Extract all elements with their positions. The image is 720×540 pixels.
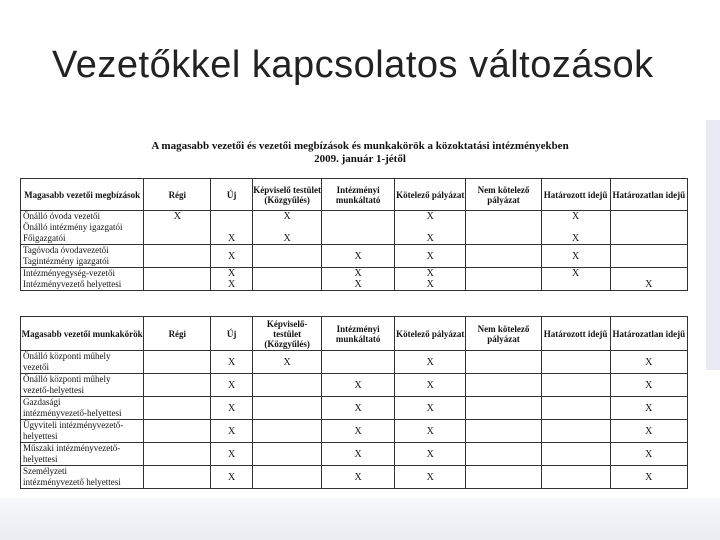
cell-uj: X — [211, 397, 253, 420]
cell-kotelezo: X — [395, 374, 466, 397]
cell-nem-kotelezo — [466, 443, 541, 466]
scanned-document — [14, 116, 706, 488]
cell-hatarozott — [541, 374, 610, 397]
cell-hatarozott — [541, 211, 610, 245]
cell-regi — [144, 420, 211, 443]
cell-kepviselo — [253, 466, 322, 489]
cell-kepviselo — [253, 211, 322, 245]
cell-nem-kotelezo — [466, 420, 541, 443]
row-label-line: Személyzeti — [23, 466, 67, 476]
cell-kotelezo — [395, 211, 466, 245]
cell-regi — [144, 245, 211, 268]
header-cell: Új — [211, 179, 253, 211]
mark: X — [426, 211, 434, 222]
cell-munkaltato: X — [322, 420, 395, 443]
header-cell: Kötelező pályázat — [395, 179, 466, 211]
cell-kepviselo — [253, 420, 322, 443]
cell-regi — [144, 374, 211, 397]
mark: X — [228, 233, 236, 244]
row-label-line: Önálló óvoda vezetői — [23, 211, 100, 221]
cell-uj — [211, 211, 253, 245]
cell-munkaltato: X — [322, 397, 395, 420]
table-row — [21, 397, 688, 420]
background-footer-band — [0, 498, 720, 540]
cell-munkaltato — [322, 351, 395, 374]
row-label-line: Intézményvezető helyettesi — [23, 279, 122, 289]
header-cell: Nem kötelező pályázat — [466, 317, 541, 351]
cell-hatarozatlan — [610, 268, 687, 291]
row-label-line: Tagóvoda óvodavezetői — [23, 245, 109, 255]
cell-hatarozott — [541, 397, 610, 420]
cell-uj: X — [211, 245, 253, 268]
mark: X — [354, 279, 362, 290]
mark — [144, 233, 210, 244]
mark: X — [173, 211, 181, 222]
header-cell: Határozott idejű — [541, 179, 610, 211]
mark — [211, 222, 252, 233]
mark: X — [426, 233, 434, 244]
row-label-line: helyettesi — [23, 431, 58, 441]
row-label — [21, 211, 144, 245]
cell-kepviselo — [253, 397, 322, 420]
slide-title: Vezetőkkel kapcsolatos változások — [52, 44, 654, 86]
row-label-line: Ügyviteli intézményvezető- — [23, 420, 124, 430]
cell-nem-kotelezo — [466, 211, 541, 245]
cell-munkaltato: X — [322, 466, 395, 489]
table-row — [21, 374, 688, 397]
cell-kepviselo — [253, 443, 322, 466]
row-label-line: Önálló központi műhely — [23, 374, 111, 384]
mark — [322, 211, 394, 222]
mark: X — [354, 268, 362, 279]
header-cell: Nem kötelező pályázat — [466, 179, 541, 211]
cell-munkaltato: X — [322, 374, 395, 397]
mark — [144, 222, 210, 233]
row-label-line: Önálló intézmény igazgatói — [23, 222, 123, 232]
row-label — [21, 466, 144, 489]
header-cell: Képviselő-testület (Közgyűlés) — [253, 317, 322, 351]
cell-uj: X — [211, 420, 253, 443]
row-label — [21, 245, 144, 268]
mark: X — [228, 279, 236, 290]
cell-regi — [144, 211, 211, 245]
cell-kepviselo: X — [253, 351, 322, 374]
cell-kepviselo — [253, 374, 322, 397]
cell-hatarozatlan — [610, 245, 687, 268]
row-label-line: vezetői — [23, 362, 49, 372]
cell-nem-kotelezo — [466, 397, 541, 420]
table-munkakorok — [20, 316, 688, 489]
table-row — [21, 443, 688, 466]
cell-hatarozott — [541, 351, 610, 374]
cell-kotelezo: X — [395, 397, 466, 420]
cell-hatarozott — [541, 466, 610, 489]
cell-hatarozott — [541, 420, 610, 443]
cell-kotelezo: X — [395, 443, 466, 466]
mark: X — [283, 211, 291, 222]
cell-uj: X — [211, 374, 253, 397]
header-cell: Határozatlan idejű — [610, 317, 687, 351]
row-label — [21, 268, 144, 291]
row-label — [21, 443, 144, 466]
header-cell: Régi — [144, 317, 211, 351]
mark: X — [228, 268, 236, 279]
cell-kepviselo — [253, 268, 322, 291]
table-row — [21, 245, 688, 268]
row-label-line: intézményvezető-helyettesi — [23, 408, 122, 418]
cell-kotelezo — [395, 268, 466, 291]
row-label — [21, 397, 144, 420]
cell-hatarozatlan: X — [610, 443, 687, 466]
row-label-line: vezető-helyettesi — [23, 385, 84, 395]
cell-hatarozatlan: X — [610, 351, 687, 374]
row-label-line: helyettesi — [23, 454, 58, 464]
header-cell: Kötelező pályázat — [395, 317, 466, 351]
header-cell: Határozatlan idejű — [610, 179, 687, 211]
cell-munkaltato — [322, 211, 395, 245]
row-label — [21, 374, 144, 397]
row-label-line: Műszaki intézményvezető- — [23, 443, 121, 453]
cell-regi — [144, 397, 211, 420]
row-label — [21, 420, 144, 443]
header-cell: Magasabb vezetői munkakörök — [21, 317, 144, 351]
header-cell: Régi — [144, 179, 211, 211]
cell-kotelezo: X — [395, 420, 466, 443]
cell-hatarozatlan: X — [610, 397, 687, 420]
background-accent-right — [705, 120, 720, 370]
row-label-line: Intézményegység-vezetői — [23, 268, 115, 278]
table-row — [21, 420, 688, 443]
cell-uj — [211, 268, 253, 291]
cell-hatarozatlan: X — [610, 374, 687, 397]
cell-hatarozatlan — [610, 211, 687, 245]
table-row — [21, 466, 688, 489]
row-label-line: Gazdasági — [23, 397, 61, 407]
document-title-line-2: 2009. január 1-jétől — [314, 153, 406, 165]
cell-munkaltato: X — [322, 245, 395, 268]
row-label-line: Önálló központi műhely — [23, 351, 111, 361]
cell-hatarozott: X — [541, 245, 610, 268]
cell-nem-kotelezo — [466, 245, 541, 268]
row-label-line: Tagintézmény igazgatói — [23, 256, 110, 266]
table-row — [21, 268, 688, 291]
mark: X — [426, 268, 434, 279]
cell-kotelezo: X — [395, 351, 466, 374]
header-cell: Határozott idejű — [541, 317, 610, 351]
cell-munkaltato: X — [322, 443, 395, 466]
cell-regi — [144, 466, 211, 489]
cell-regi — [144, 443, 211, 466]
cell-kotelezo: X — [395, 466, 466, 489]
cell-uj: X — [211, 351, 253, 374]
cell-kotelezo: X — [395, 245, 466, 268]
cell-munkaltato — [322, 268, 395, 291]
table-row — [21, 351, 688, 374]
cell-nem-kotelezo — [466, 374, 541, 397]
table-megbizasok — [20, 178, 688, 291]
mark: X — [426, 279, 434, 290]
cell-hatarozatlan: X — [610, 466, 687, 489]
cell-regi — [144, 351, 211, 374]
cell-nem-kotelezo — [466, 351, 541, 374]
cell-hatarozott — [541, 443, 610, 466]
document-title — [14, 140, 706, 166]
cell-nem-kotelezo — [466, 268, 541, 291]
cell-nem-kotelezo — [466, 466, 541, 489]
header-cell: Képviselő testület (Közgyűlés) — [253, 179, 322, 211]
header-cell: Intézményi munkáltató — [322, 317, 395, 351]
mark: X — [645, 279, 653, 290]
mark: X — [283, 233, 291, 244]
mark — [322, 222, 394, 233]
header-cell: Magasabb vezetői megbízások — [21, 179, 144, 211]
document-title-line-1: A magasabb vezetői és vezetői megbízások és munkakörök a közoktatási intézményekben — [151, 140, 569, 152]
mark: X — [571, 268, 580, 279]
cell-kepviselo — [253, 245, 322, 268]
header-cell: Új — [211, 317, 253, 351]
table-row — [21, 211, 688, 245]
cell-regi — [144, 268, 211, 291]
mark: X — [571, 233, 580, 244]
cell-hatarozatlan: X — [610, 420, 687, 443]
row-label-line: intézményvezető helyettesi — [23, 477, 121, 487]
row-label — [21, 351, 144, 374]
cell-uj: X — [211, 443, 253, 466]
mark: X — [571, 211, 580, 222]
cell-uj: X — [211, 466, 253, 489]
cell-hatarozott — [541, 268, 610, 291]
row-label-line: Főigazgatói — [23, 233, 66, 243]
header-cell: Intézményi munkáltató — [322, 179, 395, 211]
